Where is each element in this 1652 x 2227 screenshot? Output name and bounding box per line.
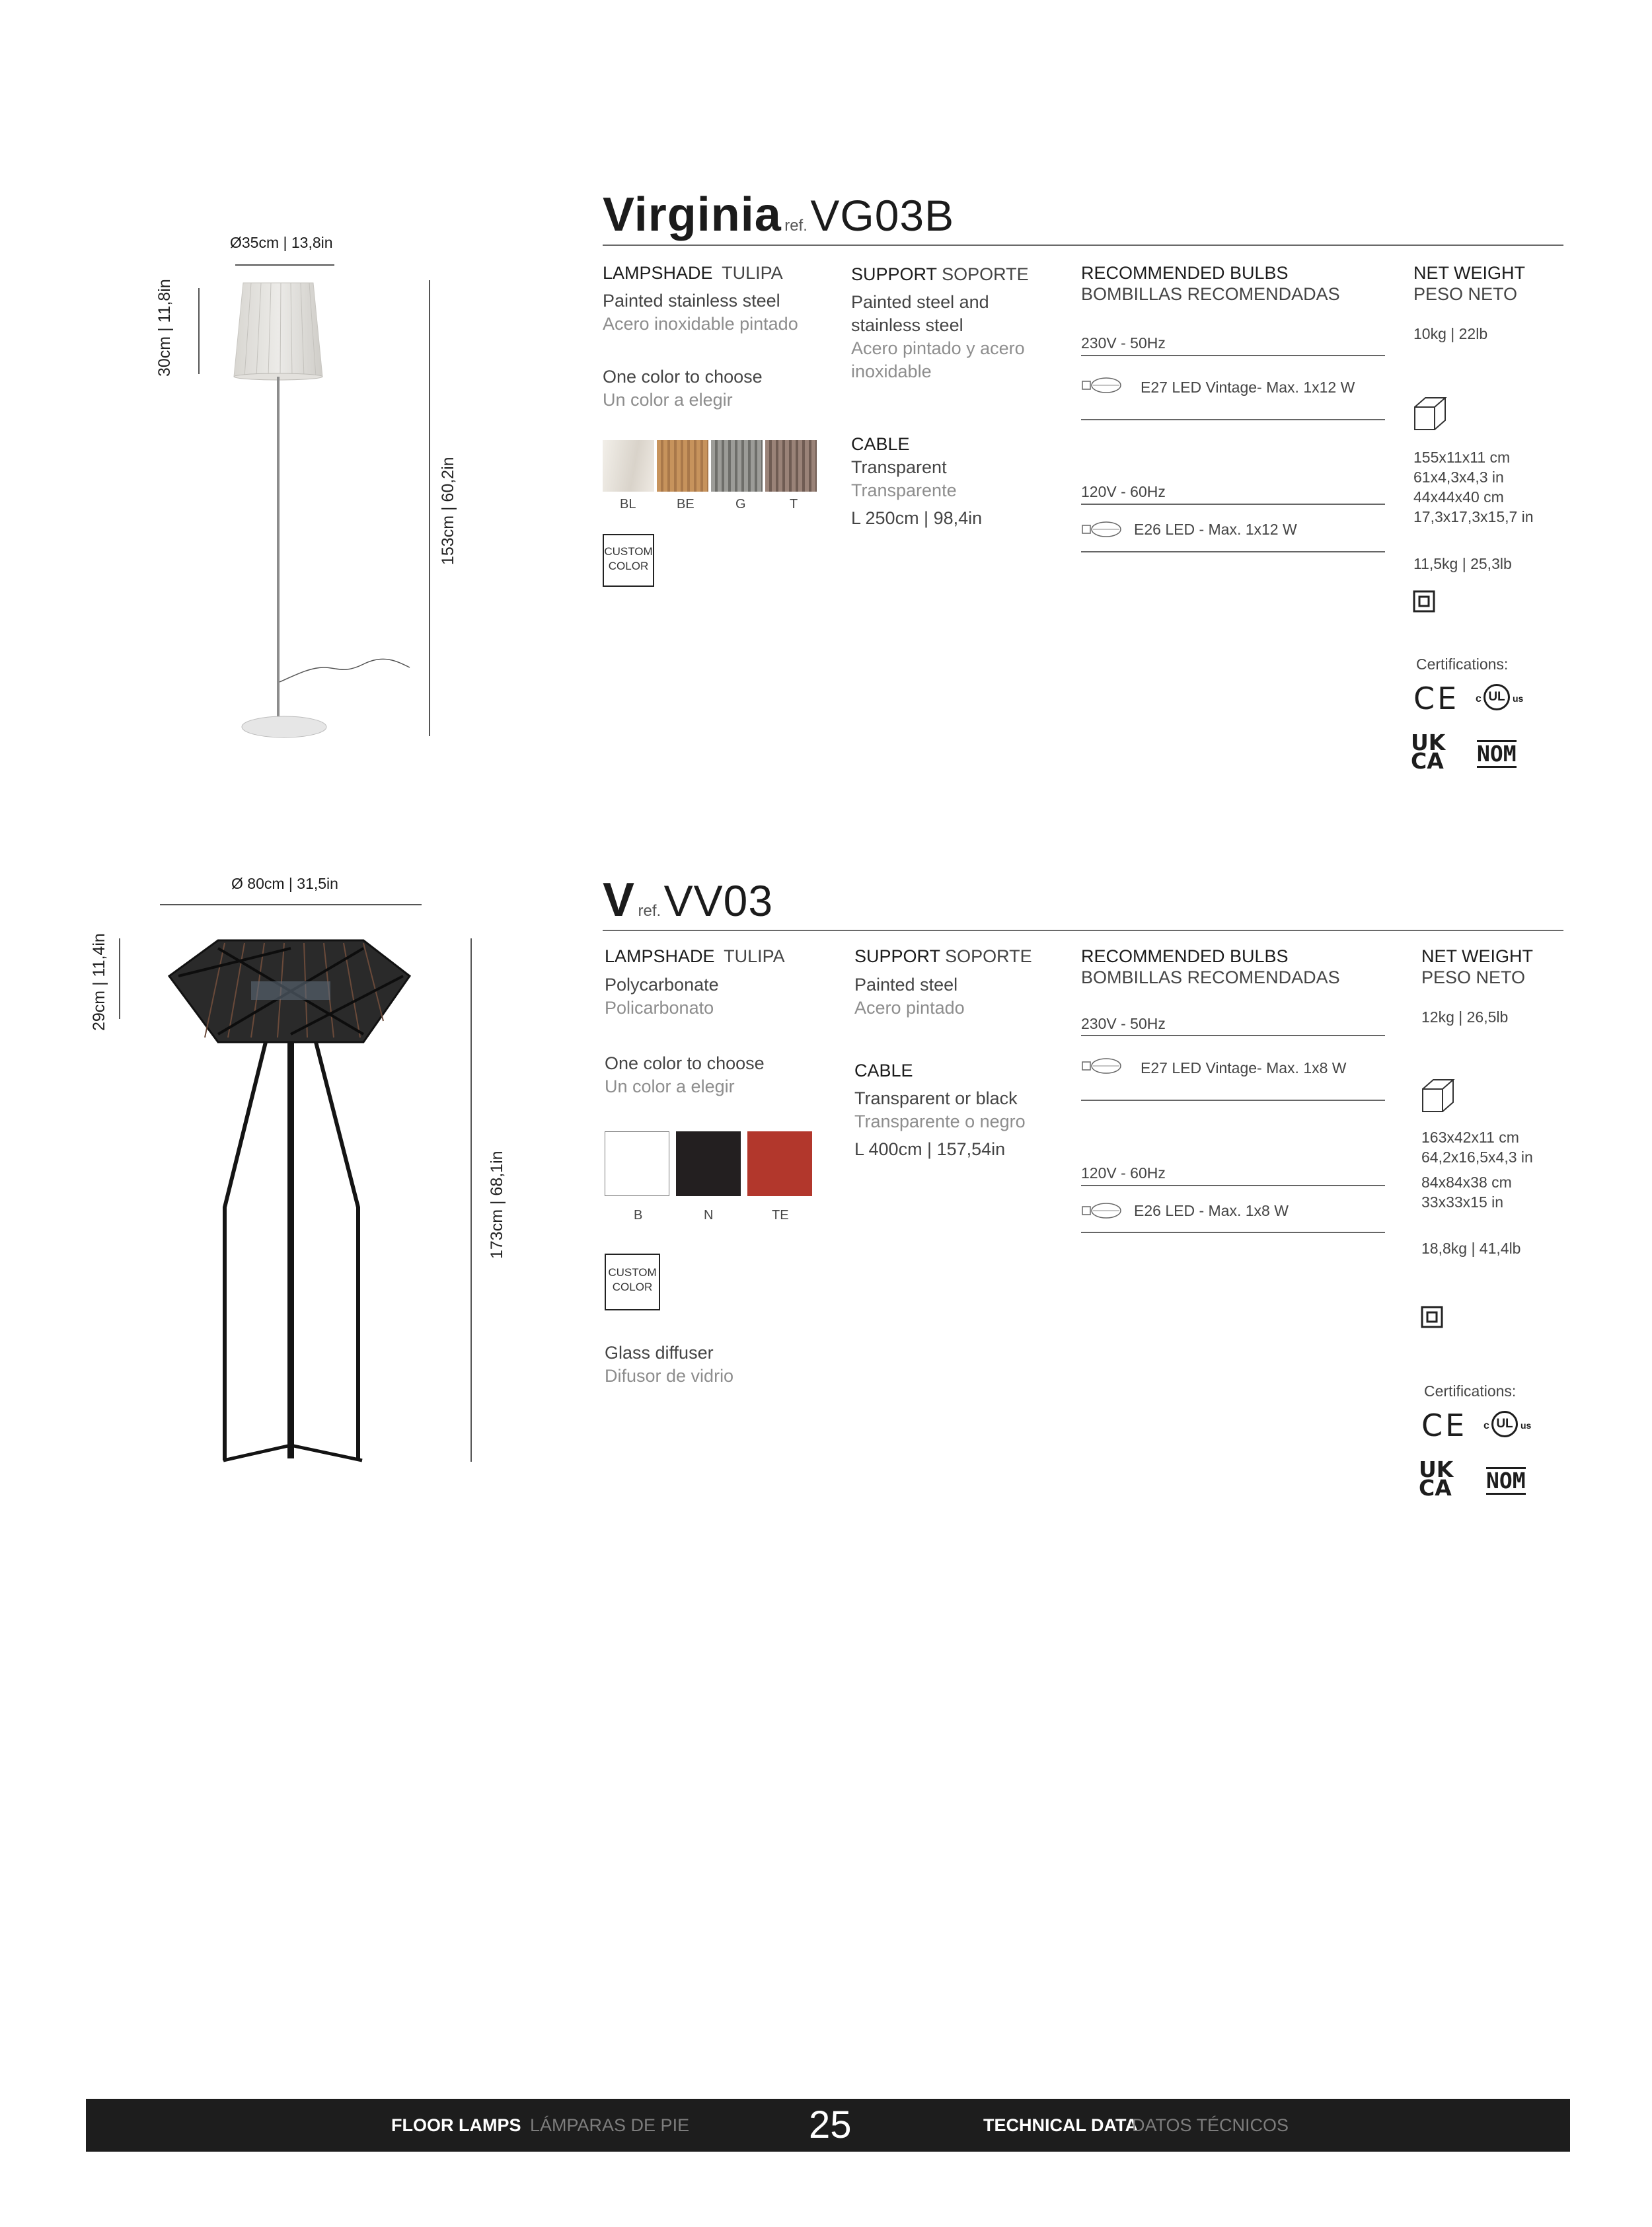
swatch-b[interactable] — [605, 1131, 669, 1196]
weight-label-es: PESO NETO — [1413, 284, 1518, 304]
total-height-dimension: 173cm | 68,1in — [488, 1151, 506, 1259]
v-lamp-illustration — [165, 935, 416, 1470]
box-dims-cm: 163x42x11 cm — [1421, 1129, 1519, 1146]
support-material-en-1: Painted steel and — [851, 292, 989, 312]
product-title — [603, 188, 954, 242]
voltage-230: 230V - 50Hz — [1081, 334, 1166, 352]
nom-mark-icon: NOM — [1486, 1468, 1526, 1493]
diffuser-en: Glass diffuser — [605, 1343, 714, 1363]
choose-color-es: Un color a elegir — [605, 1076, 735, 1096]
swatch-t[interactable] — [765, 440, 817, 492]
gross-weight: 18,8kg | 41,4lb — [1421, 1240, 1521, 1257]
certifications-label: Certifications: — [1424, 1382, 1517, 1400]
cable-label: CABLE — [851, 434, 910, 454]
weight-label-es: PESO NETO — [1421, 967, 1526, 987]
product-title — [603, 874, 773, 927]
box-icon — [1412, 395, 1449, 435]
custom-color-line2: COLOR — [608, 560, 649, 572]
bulb-divider — [1081, 1185, 1385, 1186]
total-height-line — [429, 280, 430, 736]
box-dims-in: 61x4,3x4,3 in — [1413, 469, 1504, 486]
ukca-top: UK — [1419, 1456, 1454, 1482]
custom-color-line2: COLOR — [612, 1281, 653, 1293]
bulbs-label-en: RECOMMENDED BULBS — [1081, 946, 1289, 966]
title-divider — [603, 245, 1563, 246]
swatch-code-te: TE — [772, 1208, 789, 1223]
swatch-be[interactable] — [657, 440, 708, 492]
support-material-en-2: stainless steel — [851, 315, 963, 335]
lampshade-material-es: Acero inoxidable pintado — [603, 314, 798, 334]
ul-us: us — [1521, 1420, 1532, 1431]
title-divider — [603, 930, 1563, 931]
bulb-vintage-icon — [1081, 375, 1123, 395]
cable-length: L 400cm | 157,54in — [854, 1139, 1006, 1159]
support-material-en: Painted steel — [854, 975, 958, 995]
ul-c: c — [1483, 1420, 1489, 1431]
page-number: 25 — [809, 2103, 852, 2146]
swatch-g[interactable] — [711, 440, 763, 492]
box2-dims-cm: 44x44x40 cm — [1413, 488, 1504, 506]
swatch-code-n: N — [704, 1208, 714, 1223]
shade-height-dimension: 29cm | 11,4in — [90, 933, 108, 1031]
ul-c: c — [1476, 693, 1482, 704]
lampshade-label-es: TULIPA — [724, 946, 785, 966]
support-label-es: SOPORTE — [945, 946, 1032, 966]
box2-dims-cm: 84x84x38 cm — [1421, 1174, 1512, 1191]
lampshade-label-en: LAMPSHADE — [605, 946, 715, 966]
swatch-te[interactable] — [747, 1131, 812, 1196]
footer-tech-en: TECHNICAL DATA — [983, 2115, 1138, 2135]
bulb-divider — [1081, 419, 1385, 420]
bulb-vintage-icon — [1081, 1056, 1123, 1076]
support-material-es-1: Acero pintado y acero — [851, 338, 1025, 358]
weight-label-en: NET WEIGHT — [1421, 946, 1534, 966]
ce-mark-icon: CE — [1413, 681, 1460, 716]
nom-mark-icon: NOM — [1477, 741, 1517, 767]
bulb-divider — [1081, 551, 1385, 552]
ukca-bottom: CA — [1419, 1475, 1452, 1501]
custom-color-line1: CUSTOM — [608, 1266, 657, 1279]
voltage-120: 120V - 60Hz — [1081, 1164, 1166, 1182]
voltage-230: 230V - 50Hz — [1081, 1015, 1166, 1032]
ref-label: ref. — [784, 217, 807, 235]
bulbs-label-en: RECOMMENDED BULBS — [1081, 263, 1289, 283]
choose-color-en: One color to choose — [605, 1053, 765, 1073]
custom-color-button[interactable] — [605, 1254, 660, 1310]
product-name: Virginia — [603, 188, 782, 241]
support-heading — [854, 945, 1032, 968]
swatch-code-bl: BL — [620, 497, 636, 511]
lampshade-material-en: Painted stainless steel — [603, 291, 780, 311]
ukca-bottom: CA — [1411, 748, 1444, 774]
certifications-label: Certifications: — [1416, 656, 1509, 673]
bulb-120-spec: E26 LED - Max. 1x8 W — [1134, 1202, 1289, 1219]
diffuser-es: Difusor de vidrio — [605, 1366, 734, 1386]
cable-length: L 250cm | 98,4in — [851, 508, 983, 528]
swatch-code-b: B — [634, 1208, 643, 1223]
lampshade-heading — [603, 262, 783, 285]
net-weight: 12kg | 26,5lb — [1421, 1008, 1509, 1026]
ul-circle: UL — [1491, 1411, 1518, 1437]
bulb-divider — [1081, 355, 1385, 356]
support-material-es-2: inoxidable — [851, 361, 932, 381]
lampshade-label-es: TULIPA — [722, 263, 783, 283]
shade-height-line — [198, 288, 200, 374]
virginia-lamp-illustration — [225, 278, 423, 740]
custom-color-line1: CUSTOM — [604, 545, 653, 558]
shade-height-line — [119, 938, 120, 1019]
weight-label-en: NET WEIGHT — [1413, 263, 1526, 283]
ukca-top: UK — [1411, 730, 1446, 755]
footer-section-es: LÁMPARAS DE PIE — [530, 2115, 690, 2135]
choose-color-en: One color to choose — [603, 367, 763, 387]
cable-en: Transparent — [851, 457, 947, 477]
swatch-bl[interactable] — [603, 440, 654, 492]
swatch-code-g: G — [735, 497, 746, 511]
custom-color-button[interactable] — [603, 534, 654, 587]
width-dimension-line — [160, 904, 422, 905]
bulbs-label-es: BOMBILLAS RECOMENDADAS — [1081, 967, 1340, 987]
voltage-120: 120V - 60Hz — [1081, 483, 1166, 500]
bulbs-label-es: BOMBILLAS RECOMENDADAS — [1081, 284, 1340, 304]
page-footer — [86, 2099, 1570, 2152]
net-weight: 10kg | 22lb — [1413, 325, 1488, 342]
ukca-mark-icon — [1419, 1456, 1454, 1501]
bulb-led-icon — [1081, 1201, 1123, 1221]
box2-dims-in: 17,3x17,3x15,7 in — [1413, 508, 1534, 525]
product-ref: VV03 — [663, 876, 774, 925]
bulb-120-spec: E26 LED - Max. 1x12 W — [1134, 521, 1297, 538]
box-dims-cm: 155x11x11 cm — [1413, 449, 1511, 466]
product-name: V — [603, 874, 636, 926]
bulb-divider — [1081, 1035, 1385, 1036]
total-height-dimension: 153cm | 60,2in — [439, 457, 457, 565]
support-heading — [851, 263, 1029, 286]
bulb-divider — [1081, 504, 1385, 505]
product-ref: VG03B — [810, 191, 955, 240]
cable-es: Transparente — [851, 480, 957, 500]
cable-es: Transparente o negro — [854, 1112, 1026, 1131]
ce-mark-icon: CE — [1421, 1408, 1468, 1443]
ul-us: us — [1513, 693, 1524, 704]
swatch-n[interactable] — [676, 1131, 741, 1196]
choose-color-es: Un color a elegir — [603, 390, 733, 410]
width-dimension: Ø 80cm | 31,5in — [231, 875, 338, 892]
support-material-es: Acero pintado — [854, 998, 965, 1018]
width-dimension: Ø35cm | 13,8in — [230, 234, 333, 251]
gross-weight: 11,5kg | 25,3lb — [1413, 555, 1512, 572]
box2-dims-in: 33x33x15 in — [1421, 1193, 1504, 1211]
footer-tech-es: DATOS TÉCNICOS — [1132, 2115, 1289, 2135]
lampshade-label-en: LAMPSHADE — [603, 263, 713, 283]
box-dims-in: 64,2x16,5x4,3 in — [1421, 1149, 1533, 1166]
bulb-divider — [1081, 1100, 1385, 1101]
ul-circle: UL — [1483, 684, 1510, 710]
double-insulation-icon — [1420, 1305, 1444, 1329]
box-icon — [1420, 1077, 1457, 1117]
shade-height-dimension: 30cm | 11,8in — [155, 279, 174, 377]
bulb-led-icon — [1081, 519, 1123, 539]
lampshade-heading — [605, 945, 785, 968]
lampshade-material-es: Policarbonato — [605, 998, 714, 1018]
ref-label: ref. — [638, 902, 661, 920]
footer-section-en: FLOOR LAMPS — [391, 2115, 521, 2135]
support-label-en: SUPPORT — [851, 264, 937, 284]
support-label-es: SOPORTE — [942, 264, 1029, 284]
swatch-code-t: T — [790, 497, 798, 511]
cable-label: CABLE — [854, 1061, 913, 1080]
cable-en: Transparent or black — [854, 1088, 1018, 1108]
lampshade-material-en: Polycarbonate — [605, 975, 719, 995]
width-dimension-line — [235, 264, 334, 266]
bulb-230-spec: E27 LED Vintage- Max. 1x8 W — [1141, 1059, 1347, 1076]
swatch-code-be: BE — [677, 497, 695, 511]
double-insulation-icon — [1412, 589, 1436, 613]
ukca-mark-icon — [1411, 730, 1446, 774]
bulb-230-spec: E27 LED Vintage- Max. 1x12 W — [1141, 379, 1355, 396]
bulb-divider — [1081, 1232, 1385, 1233]
total-height-line — [470, 938, 472, 1462]
support-label-en: SUPPORT — [854, 946, 940, 966]
